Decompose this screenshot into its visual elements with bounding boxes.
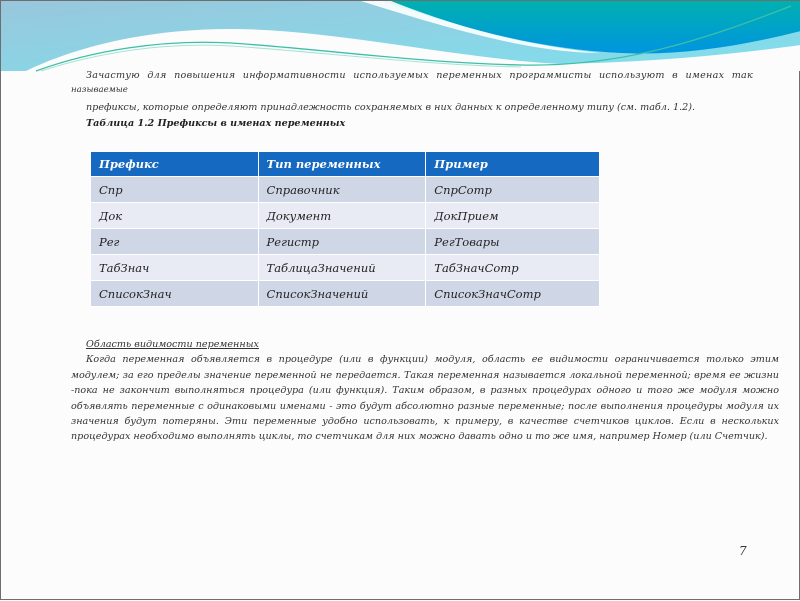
table-row bbox=[91, 229, 600, 255]
cell-example: ДокПрием bbox=[426, 203, 600, 229]
table-caption: Таблица 1.2 Префиксы в именах переменных bbox=[86, 118, 346, 129]
cell-type: Регистр bbox=[258, 229, 426, 255]
scope-heading: Область видимости переменных bbox=[86, 339, 259, 350]
cell-type: Справочник bbox=[258, 177, 426, 203]
table-header-row bbox=[91, 152, 600, 177]
scope-body: Когда переменная объявляется в процедуре (или в функции) модуля, область ее видимости ограничивается только этим модулем; за его пределы значение переменной не передается. Такая переменная называется локальной переменной; время ее жизни -пока не закончит выполняться процедура (или функция). Таким образом, в разных процедурах одного и того же модуля можно объявлять переменные с одинаковыми именами - это будут абсолютно разные переменные; после выполнения процедуры модуля их значения будут потеряны. Эти переменные удобно использовать, к примеру, в качестве счетчиков циклов. Если в нескольких процедурах необходимо выполнять циклы, то счетчикам для них можно давать одно и то же имя, например Номер (или Счетчик). bbox=[71, 354, 779, 443]
cell-example: СписокЗначСотр bbox=[426, 281, 600, 307]
cell-type: СписокЗначений bbox=[258, 281, 426, 307]
table-row bbox=[91, 255, 600, 281]
cell-example: ТабЗначСотр bbox=[426, 255, 600, 281]
cell-example: СпрСотр bbox=[426, 177, 600, 203]
prefix-table bbox=[90, 151, 600, 307]
cell-prefix: Спр bbox=[91, 177, 259, 203]
cell-type: ТаблицаЗначений bbox=[258, 255, 426, 281]
table-row bbox=[91, 281, 600, 307]
intro-line-3: префиксы, которые определяют принадлежность сохраняемых в них данных к определенному типу (см. табл. 1.2). bbox=[86, 102, 696, 113]
column-header-type: Тип переменных bbox=[258, 152, 426, 177]
cell-prefix: СписокЗнач bbox=[91, 281, 259, 307]
intro-paragraph bbox=[71, 69, 753, 131]
intro-line-1: Зачастую для повышения информативности используемых переменных программисты используют в именах так bbox=[86, 70, 753, 81]
cell-type: Документ bbox=[258, 203, 426, 229]
table-row bbox=[91, 177, 600, 203]
scope-section bbox=[71, 337, 779, 445]
intro-line-2: называемые bbox=[71, 85, 128, 95]
cell-prefix: ТабЗнач bbox=[91, 255, 259, 281]
cell-prefix: Док bbox=[91, 203, 259, 229]
column-header-prefix: Префикс bbox=[91, 152, 259, 177]
table-row bbox=[91, 203, 600, 229]
column-header-example: Пример bbox=[426, 152, 600, 177]
cell-prefix: Рег bbox=[91, 229, 259, 255]
page-number: 7 bbox=[739, 544, 747, 558]
cell-example: РегТовары bbox=[426, 229, 600, 255]
